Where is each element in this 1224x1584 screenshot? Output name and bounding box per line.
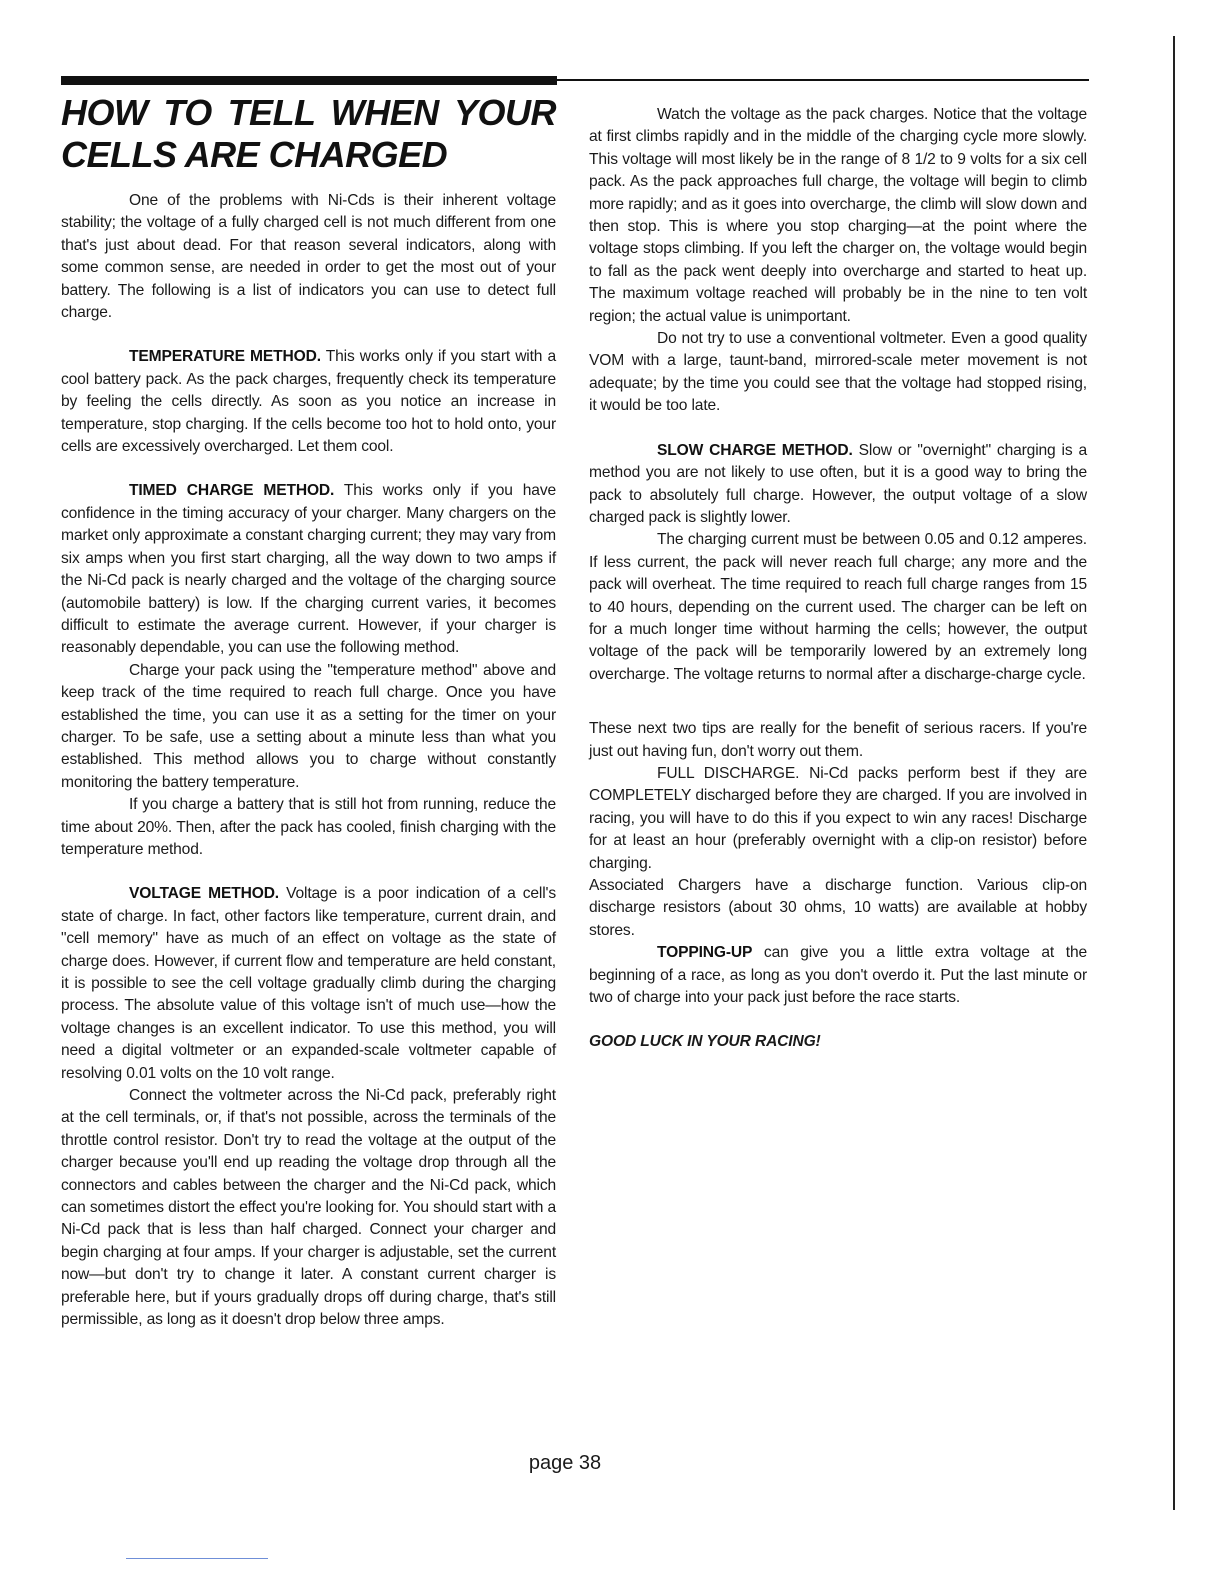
right-column xyxy=(589,104,1087,1054)
voltage-method-paragraph-2: Connect the voltmeter across the Ni-Cd pack, preferably right at the cell terminals, or, if that's not possible, across the terminals of the throttle control resistor. Don't try to read the voltage at the output of the charger because you'll end up reading the voltage drop through all the connectors and cables between the charger and the Ni-Cd pack, which can sometimes distort the effect you're looking for. You should start with a Ni-Cd pack that is less than half charged. Connect your charger and begin charging at four amps. If your charger is adjustable, set the current now—but don't try to change it later. A constant current charger is preferable here, but if yours gradually drops off during charge, that's still permissible, as long as it doesn't drop below three amps. xyxy=(61,1087,556,1329)
page-number: page 38 xyxy=(528,1452,602,1474)
timed-method-paragraph-3: If you charge a battery that is still hot from running, reduce the time about 20%. Then, after the pack has cooled, finish charging with the temperature method. xyxy=(61,796,556,858)
voltage-method-heading: VOLTAGE METHOD. xyxy=(129,885,279,903)
voltage-method-paragraph-4: Do not try to use a conventional voltmeter. Even a good quality VOM with a large, taunt-band, mirrored-scale meter movement is not adequate; by the time you could see that the voltage had stopped rising, it would be too late. xyxy=(589,330,1087,415)
temperature-method-paragraph xyxy=(61,346,556,458)
temperature-method-heading: TEMPERATURE METHOD. xyxy=(129,348,321,366)
voltage-method-text: Voltage is a poor indication of a cell's state of charge. In fact, other factors like temperature, current drain, and "cell memory" have as much of an effect on voltage as the state of charge does. However, if current flow and temperature are held constant, it is possible to see the cell voltage gradually climb during the charging process. The absolute value of this voltage isn't of much use—how the voltage changes is an excellent indicator. To use this method, you will need a digital voltmeter or an expanded-scale voltmeter capable of resolving 0.01 volts on the 10 volt range. xyxy=(61,885,556,1082)
page-edge-line xyxy=(1173,36,1175,1510)
left-column xyxy=(61,92,556,1332)
timed-method-text: This works only if you have confidence in the timing accuracy of your charger. Many chargers on the market only approximate a constant charging current; they may vary from six amps when you first start charging, all the way down to two amps if the Ni-Cd pack is nearly charged and the voltage of the charging source (automobile battery) is low. If the charging current varies, it becomes difficult to estimate the average current. However, if your charger is reasonably dependable, you can use the following method. xyxy=(61,482,556,657)
title-rule-thick xyxy=(61,76,557,85)
closing-line: GOOD LUCK IN YOUR RACING! xyxy=(589,1033,821,1051)
topping-up-heading: TOPPING-UP xyxy=(657,944,753,962)
voltage-method-paragraph xyxy=(61,883,556,1085)
topping-up-paragraph xyxy=(589,942,1087,1009)
slow-charge-paragraph xyxy=(589,440,1087,530)
footer-blue-line xyxy=(126,1558,268,1559)
slow-charge-paragraph-2: The charging current must be between 0.05 and 0.12 amperes. If less current, the pack will never reach full charge; any more and the pack will overheat. The time required to reach full charge ranges from 15 to 40 hours, depending on the current used. The charger can be left on for a much longer time without harming the cells; however, the output voltage of the pack will be temporarily lowered by an extremely long overcharge. The voltage returns to normal after a discharge-charge cycle. xyxy=(589,531,1087,683)
timed-method-paragraph-2: Charge your pack using the "temperature method" above and keep track of the time required to reach full charge. Once you have established the time, you can use it as a setting for the timer on your charger. To be safe, use a setting about a minute less than what you established. This method allows you to charge without constantly monitoring the battery temperature. xyxy=(61,661,556,791)
timed-method-heading: TIMED CHARGE METHOD. xyxy=(129,482,335,500)
slow-charge-text: Slow or "overnight" charging is a method you are not likely to use often, but it is a good way to bring the pack to absolutely full charge. However, the output voltage of a slow charged pack is slightly lower. xyxy=(589,441,1087,526)
temperature-method-text: This works only if you start with a cool battery pack. As the pack charges, frequently check its temperature by feeling the cells directly. As soon as you notice an increase in temperature, stop charging. If the cells become too hot to hold onto, your cells are excessively overcharged. Let them cool. xyxy=(61,348,556,456)
article-title: HOW TO TELL WHEN YOUR CELLS ARE CHARGED xyxy=(61,92,556,175)
intro-paragraph: One of the problems with Ni-Cds is their inherent voltage stability; the voltage of a fully charged cell is not much different from one that's just about dead. For that reason several indicators, along with some common sense, are needed in order to get the most out of your battery. The following is a list of indicators you can use to detect full charge. xyxy=(61,192,556,322)
timed-method-paragraph xyxy=(61,480,556,659)
title-rule-thin xyxy=(557,79,1089,81)
tips-intro-paragraph: These next two tips are really for the benefit of serious racers. If you're just out having fun, don't worry out them. xyxy=(589,720,1087,760)
full-discharge-paragraph: FULL DISCHARGE. Ni-Cd packs perform best if they are COMPLETELY discharged before they are charged. If you are involved in racing, you will have to do this if you expect to win any races! Discharge for at least an hour (preferably overnight with a clip-on resistor) before charging. xyxy=(589,764,1087,872)
voltage-method-paragraph-3: Watch the voltage as the pack charges. Notice that the voltage at first climbs rapidly and in the middle of the charging cycle more slowly. This voltage will most likely be in the range of 8 1/2 to 9 volts for a six cell pack. As the pack approaches full charge, the voltage will begin to climb more rapidly; and as it goes into overcharge, the climb will slow down and then stop. This is where you stop charging—at the point where the voltage stops climbing. If you left the charger on, the voltage would begin to fall as the pack went deeply into overcharge and started to heat up. The maximum voltage reached will probably be in the nine to ten volt region; the actual value is unimportant. xyxy=(589,106,1087,325)
topping-up-text: can give you a little extra voltage at the beginning of a race, as long as you don't overdo it. Put the last minute or two of charge into your pack just before the race starts. xyxy=(589,944,1087,1007)
associated-chargers-paragraph: Associated Chargers have a discharge function. Various clip-on discharge resistors (about 30 ohms, 10 watts) are available at hobby stores. xyxy=(589,877,1087,939)
slow-charge-heading: SLOW CHARGE METHOD. xyxy=(657,441,853,459)
